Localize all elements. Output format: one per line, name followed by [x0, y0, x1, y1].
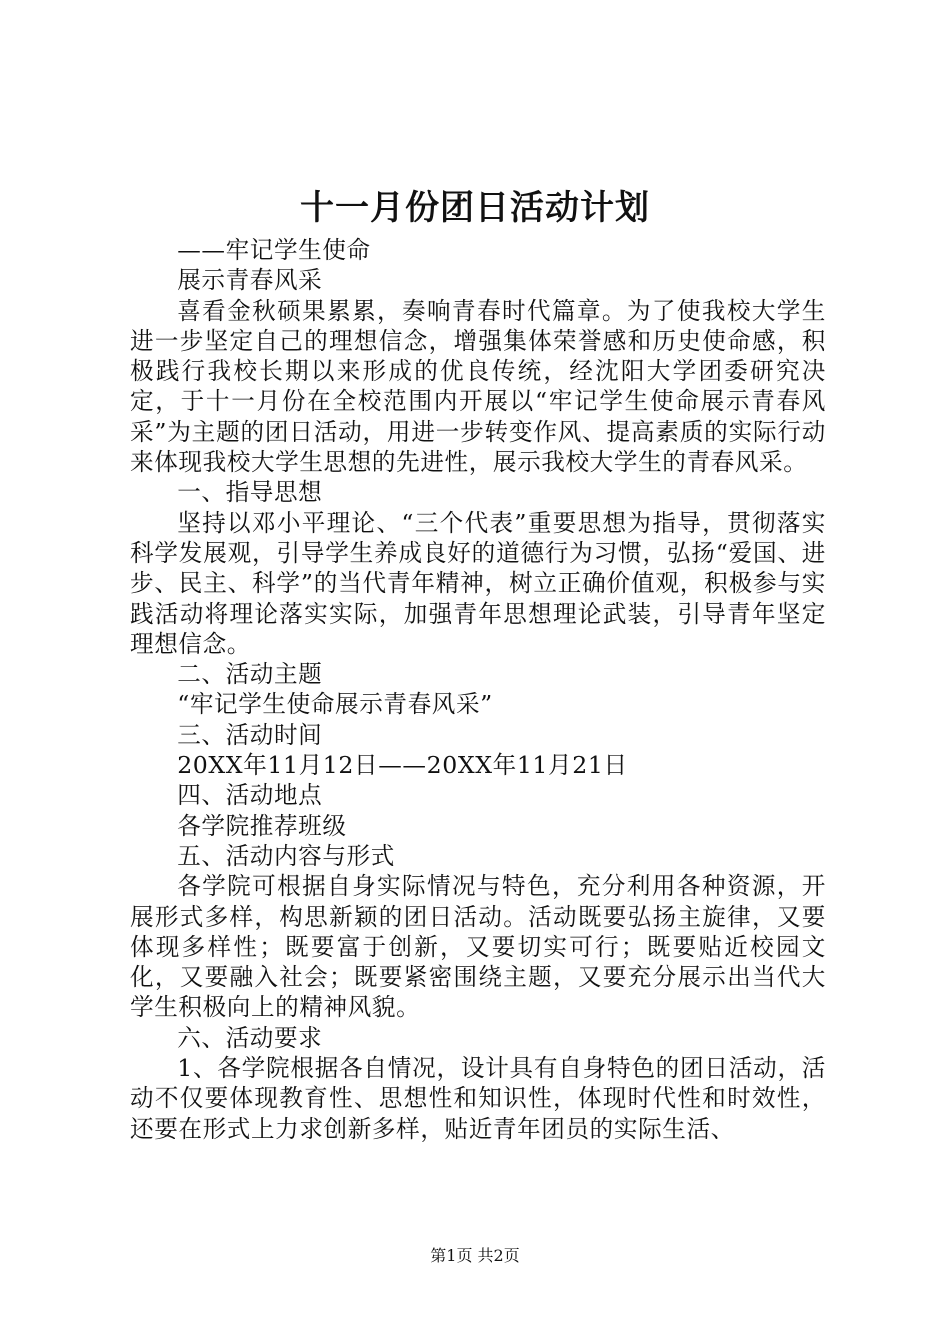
location-paragraph: 各学院推荐班级 [177, 811, 347, 840]
theme-paragraph: “牢记学生使命展示青春风采” [177, 690, 493, 719]
section-heading-content: 五、活动内容与形式 [177, 841, 395, 870]
section-heading-time: 三、活动时间 [177, 720, 323, 749]
document-title: 十一月份团日活动计划 [300, 188, 650, 228]
document-body [130, 235, 826, 1144]
guiding-thought-paragraph: 坚持以邓小平理论、“三个代表”重要思想为指导，贯彻落实科学发展观，引导学生养成良好的道德行为习惯，弘扬“爱国、进步、民主、科学”的当代青年精神，树立正确价值观，积极参与实践活动将理论落实实际，加强青年思想理论武装，引导青年坚定理想信念。 [130, 508, 826, 658]
intro-paragraph: 喜看金秋硕果累累，奏响青春时代篇章。为了使我校大学生进一步坚定自己的理想信念，增强集体荣誉感和历史使命感，积极践行我校长期以来形成的优良传统，经沈阳大学团委研究决定，于十一月份在全校范围内开展以“牢记学生使命展示青春风采”为主题的团日活动，用进一步转变作风、提高素质的实际行动来体现我校大学生思想的先进性，展示我校大学生的青春风采。 [130, 296, 826, 477]
subtitle-line-2: 展示青春风采 [177, 266, 323, 295]
section-heading-theme: 二、活动主题 [177, 660, 323, 689]
time-paragraph: 20XX年11月12日——20XX年11月21日 [177, 751, 628, 780]
requirements-paragraph: 1、各学院根据各自情况，设计具有自身特色的团日活动，活动不仅要体现教育性、思想性和知识性，体现时代性和时效性，还要在形式上力求创新多样，贴近青年团员的实际生活、 [130, 1054, 826, 1143]
content-paragraph: 各学院可根据自身实际情况与特色，充分利用各种资源，开展形式多样，构思新颖的团日活动。活动既要弘扬主旋律，又要体现多样性；既要富于创新，又要切实可行；既要贴近校园文化，又要融入社会；既要紧密围绕主题，又要充分展示出当代大学生积极向上的精神风貌。 [130, 872, 826, 1022]
section-heading-requirements: 六、活动要求 [177, 1023, 323, 1052]
section-heading-guiding-thought: 一、指导思想 [177, 478, 323, 507]
subtitle-line-1: ——牢记学生使命 [177, 236, 371, 264]
page-footer: 第1页 共2页 [430, 1246, 520, 1265]
section-heading-location: 四、活动地点 [177, 781, 323, 810]
